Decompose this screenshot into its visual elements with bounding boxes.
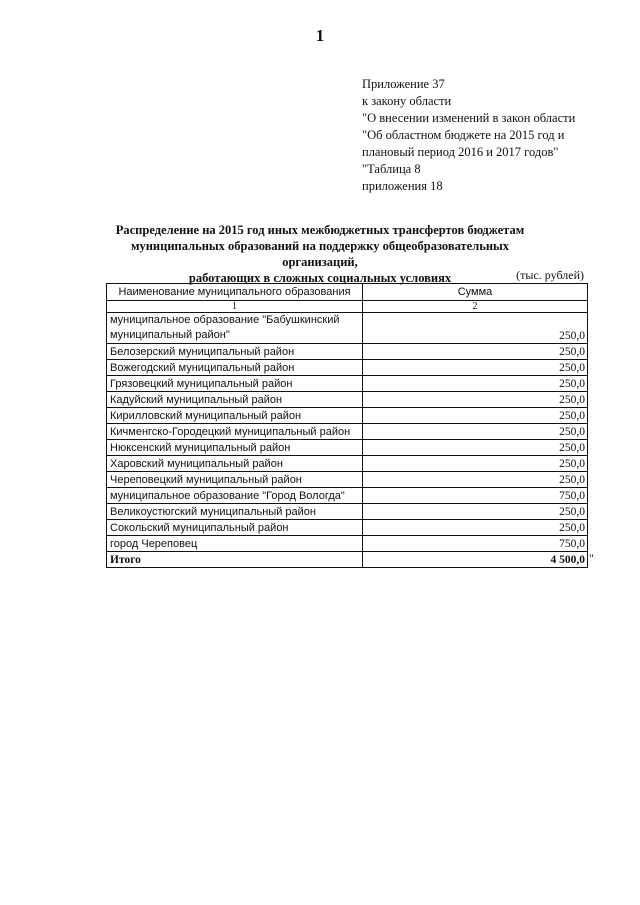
row-amount: 250,0 bbox=[363, 360, 588, 376]
appendix-line: "О внесении изменений в закон области bbox=[362, 111, 576, 125]
title-line: муниципальных образований на поддержку общеобразовательных организаций, bbox=[130, 239, 510, 269]
document-title bbox=[100, 222, 540, 286]
appendix-line: плановый период 2016 и 2017 годов" bbox=[362, 145, 559, 159]
column-number: 2 bbox=[363, 301, 588, 313]
row-name: Кирилловский муниципальный район bbox=[107, 408, 363, 424]
row-amount: 250,0 bbox=[363, 504, 588, 520]
row-amount: 250,0 bbox=[363, 520, 588, 536]
row-name: Нюксенский муниципальный район bbox=[107, 440, 363, 456]
appendix-line: Приложение 37 bbox=[362, 77, 445, 91]
row-name: муниципальное образование "Город Вологда" bbox=[107, 488, 363, 504]
header-amount: Сумма bbox=[363, 284, 588, 301]
row-amount: 250,0 bbox=[363, 408, 588, 424]
row-amount: 250,0 bbox=[363, 376, 588, 392]
table-row bbox=[107, 520, 588, 536]
table-row bbox=[107, 313, 588, 344]
table-row bbox=[107, 424, 588, 440]
row-name: Сокольский муниципальный район bbox=[107, 520, 363, 536]
table-row bbox=[107, 392, 588, 408]
row-name: Кадуйский муниципальный район bbox=[107, 392, 363, 408]
table-row bbox=[107, 376, 588, 392]
row-amount: 250,0 bbox=[363, 472, 588, 488]
row-name: Вожегодский муниципальный район bbox=[107, 360, 363, 376]
appendix-line: к закону области bbox=[362, 94, 452, 108]
title-line: Распределение на 2015 год иных межбюджетных трансфертов бюджетам bbox=[115, 223, 525, 237]
row-name: Харовский муниципальный район bbox=[107, 456, 363, 472]
table-row bbox=[107, 440, 588, 456]
page-number: 1 bbox=[315, 26, 325, 45]
row-amount: 250,0 bbox=[363, 344, 588, 360]
table-row bbox=[107, 360, 588, 376]
column-number: 1 bbox=[107, 301, 363, 313]
row-name: Кичменгско-Городецкий муниципальный район bbox=[107, 424, 363, 440]
row-name: Грязовецкий муниципальный район bbox=[107, 376, 363, 392]
closing-quote: " bbox=[589, 551, 594, 565]
row-name: Череповецкий муниципальный район bbox=[107, 472, 363, 488]
row-amount: 250,0 bbox=[363, 440, 588, 456]
row-name: Великоустюгский муниципальный район bbox=[107, 504, 363, 520]
total-amount: 4 500,0 bbox=[363, 552, 588, 568]
row-amount: 250,0 bbox=[363, 392, 588, 408]
row-name: город Череповец bbox=[107, 536, 363, 552]
header-name: Наименование муниципального образования bbox=[107, 284, 363, 301]
table-row bbox=[107, 408, 588, 424]
units-label: (тыс. рублей) bbox=[516, 268, 584, 282]
total-row bbox=[107, 552, 588, 568]
row-amount: 750,0 bbox=[363, 536, 588, 552]
column-number-row bbox=[107, 301, 588, 313]
appendix-line: "Об областном бюджете на 2015 год и bbox=[362, 128, 565, 142]
table-row bbox=[107, 344, 588, 360]
table-row bbox=[107, 456, 588, 472]
row-amount: 250,0 bbox=[363, 424, 588, 440]
row-name: Белозерский муниципальный район bbox=[107, 344, 363, 360]
appendix-line: приложения 18 bbox=[362, 179, 443, 193]
total-label: Итого bbox=[107, 552, 363, 568]
row-amount: 250,0 bbox=[363, 456, 588, 472]
appendix-block bbox=[362, 76, 632, 195]
row-name: муниципальное образование "Бабушкинский муниципальный район" bbox=[107, 313, 363, 344]
row-amount: 750,0 bbox=[363, 488, 588, 504]
appendix-line: "Таблица 8 bbox=[362, 162, 421, 176]
table-row bbox=[107, 488, 588, 504]
table-row bbox=[107, 472, 588, 488]
row-amount: 250,0 bbox=[363, 313, 588, 344]
title-line: работающих в сложных социальных условиях bbox=[188, 271, 452, 285]
table-row bbox=[107, 536, 588, 552]
distribution-table bbox=[106, 283, 588, 568]
table-header-row bbox=[107, 284, 588, 301]
table-row bbox=[107, 504, 588, 520]
